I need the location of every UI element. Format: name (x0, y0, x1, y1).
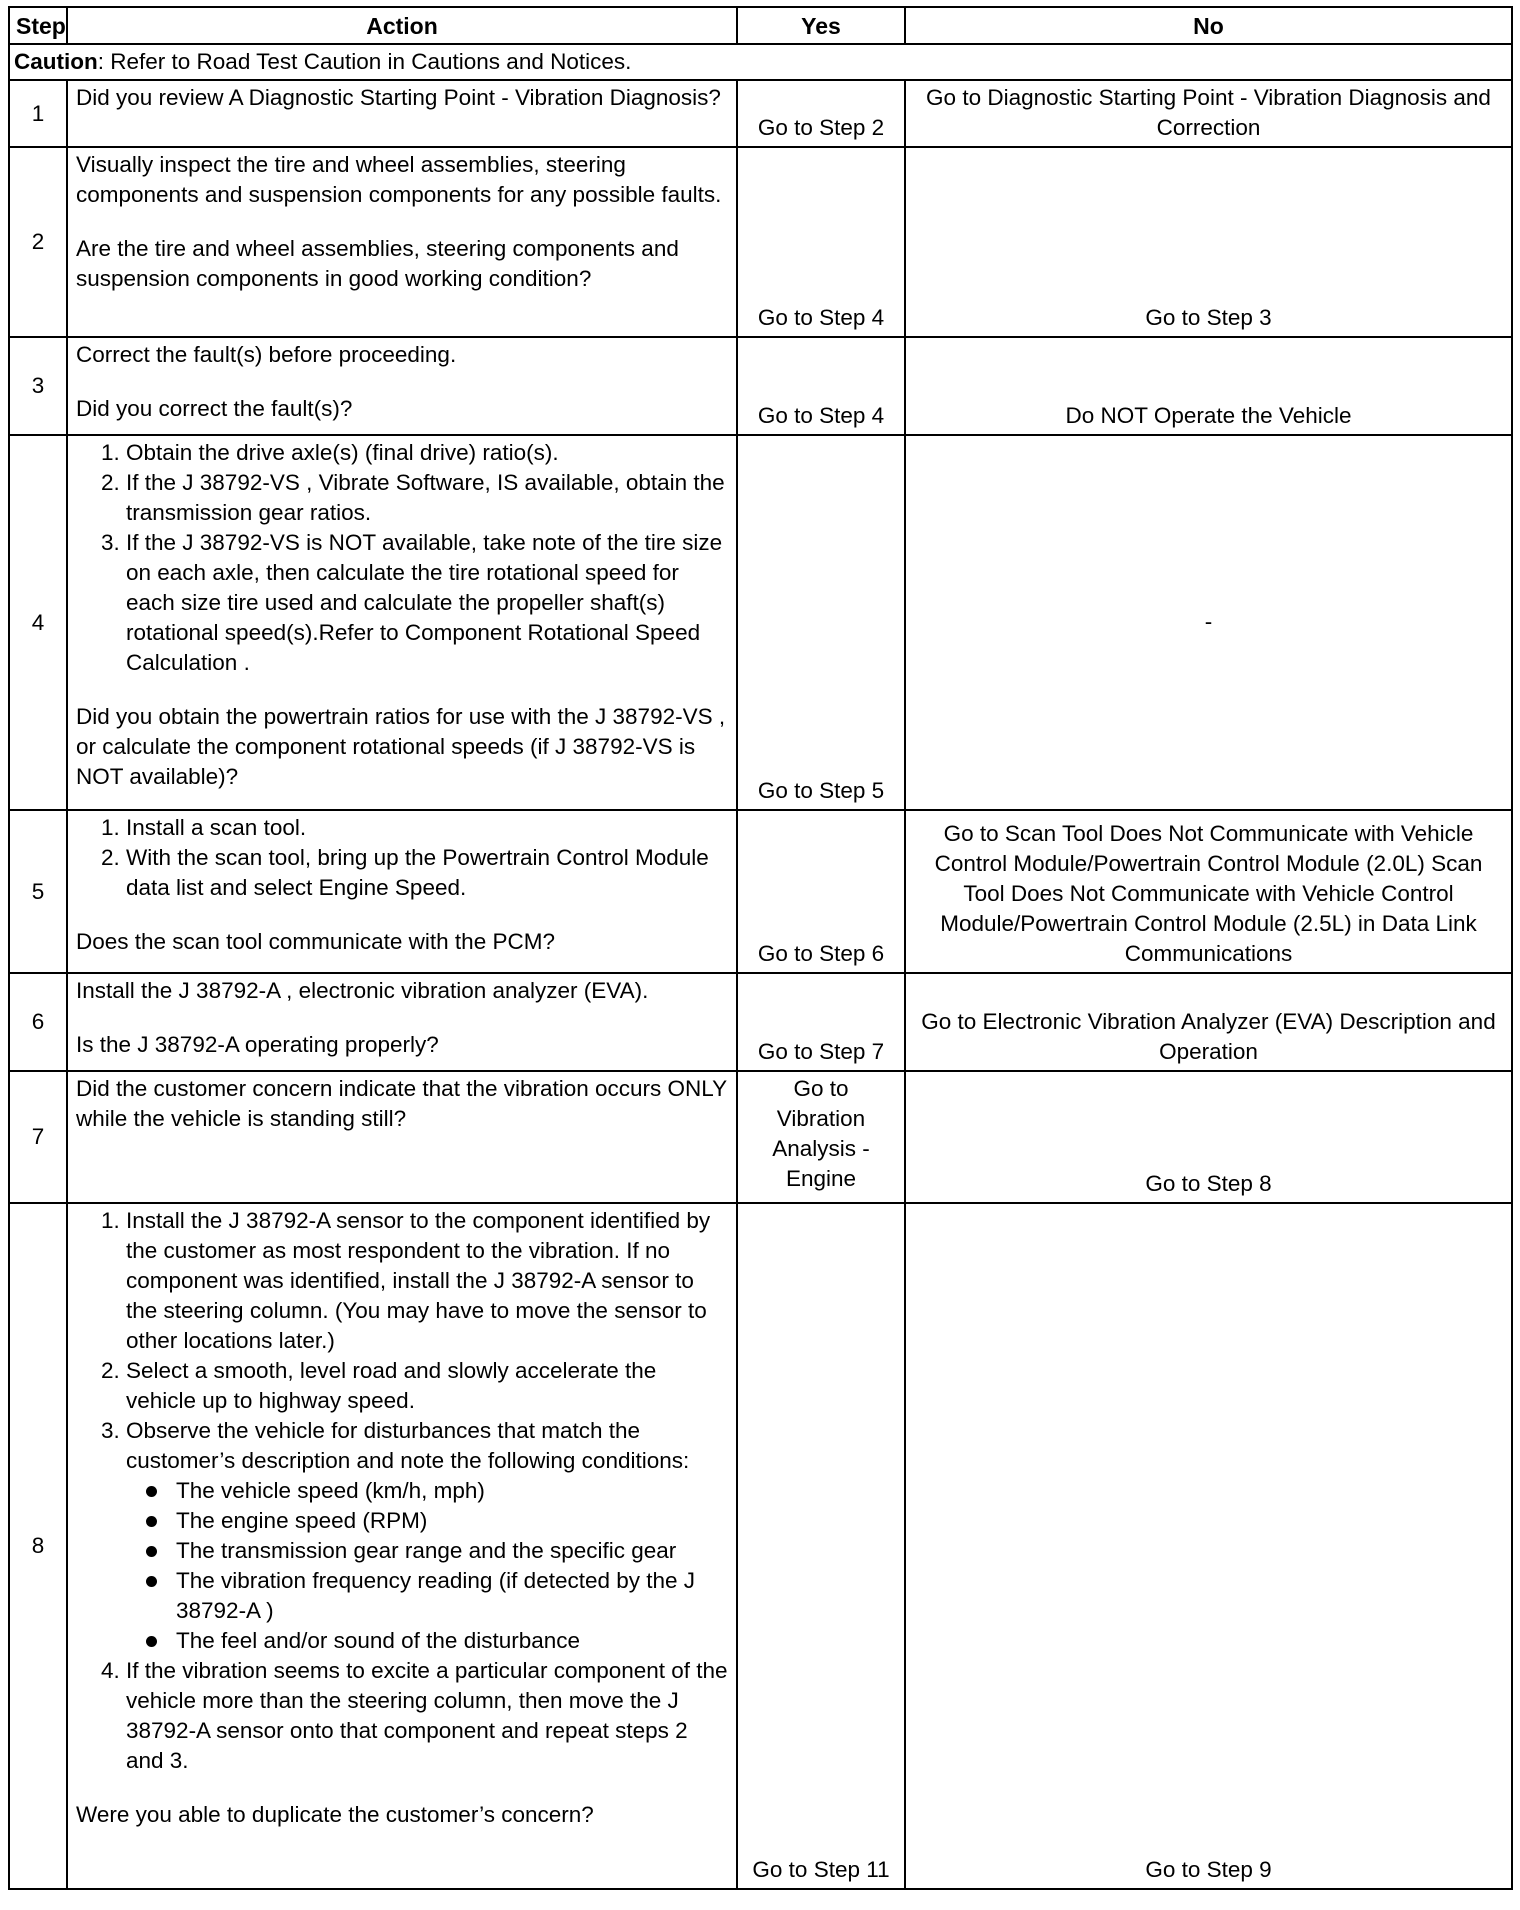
list-item: 2. With the scan tool, bring up the Powertrain Control Module data list and select Engine Speed. (126, 843, 728, 903)
yes-cell: Go to Vibration Analysis - Engine (737, 1071, 905, 1203)
list-item: 1. Install a scan tool. (126, 813, 728, 843)
action-steps-list (76, 1206, 728, 1776)
list-item: 3. If the J 38792-VS is NOT available, take note of the tire size on each axle, then calculate the tire rotational speed for each size tire used and calculate the propeller shaft(s) rotational speed(s).Refer to Component Rotational Speed Calculation . (126, 528, 728, 678)
caution-cell (9, 44, 1512, 80)
action-cell (67, 810, 737, 973)
yes-cell: Go to Step 4 (737, 337, 905, 435)
table-row (9, 80, 1512, 147)
yes-cell: Go to Step 5 (737, 435, 905, 810)
action-question: Were you able to duplicate the customer’s concern? (76, 1802, 594, 1827)
no-cell: Go to Step 8 (905, 1071, 1512, 1203)
header-step: Step (9, 7, 67, 44)
action-cell: Did the customer concern indicate that the vibration occurs ONLY while the vehicle is standing still? (67, 1071, 737, 1203)
bullet-item: The feel and/or sound of the disturbance (176, 1626, 728, 1656)
action-question: Are the tire and wheel assemblies, steering components and suspension components in good working condition? (76, 236, 679, 291)
bullet-item: The vibration frequency reading (if detected by the J 38792-A ) (176, 1566, 728, 1626)
action-cell (67, 973, 737, 1071)
list-item: 2. If the J 38792-VS , Vibrate Software, IS available, obtain the transmission gear ratios. (126, 468, 728, 528)
header-no: No (905, 7, 1512, 44)
step-number: 8 (9, 1203, 67, 1889)
step-number: 4 (9, 435, 67, 810)
caution-text: : Refer to Road Test Caution in Cautions and Notices. (97, 49, 632, 74)
no-cell: Go to Diagnostic Starting Point - Vibration Diagnosis and Correction (905, 80, 1512, 147)
step-number: 3 (9, 337, 67, 435)
action-instruction: Visually inspect the tire and wheel assemblies, steering components and suspension components for any possible faults. (76, 152, 722, 207)
table-row (9, 1071, 1512, 1203)
bullet-item: The transmission gear range and the specific gear (176, 1536, 728, 1566)
step-number: 6 (9, 973, 67, 1071)
yes-cell: Go to Step 4 (737, 147, 905, 337)
no-cell: Go to Step 3 (905, 147, 1512, 337)
table-row (9, 435, 1512, 810)
table-row (9, 337, 1512, 435)
bullet-item: The vehicle speed (km/h, mph) (176, 1476, 728, 1506)
action-steps-list (76, 813, 728, 903)
yes-cell: Go to Step 11 (737, 1203, 905, 1889)
table-row (9, 1203, 1512, 1889)
action-cell (67, 1203, 737, 1889)
diagnostic-table-wrapper (8, 6, 1513, 1890)
action-instruction: Install the J 38792-A , electronic vibration analyzer (EVA). (76, 978, 649, 1003)
step-number: 1 (9, 80, 67, 147)
yes-cell: Go to Step 7 (737, 973, 905, 1071)
list-item: 1. Obtain the drive axle(s) (final drive) ratio(s). (126, 438, 728, 468)
no-cell: Go to Scan Tool Does Not Communicate with Vehicle Control Module/Powertrain Control Module (2.0L) Scan Tool Does Not Communicate with Vehicle Control Module/Powertrain Control Module (2.5L) in Data Link Communications (905, 810, 1512, 973)
action-cell: Did you review A Diagnostic Starting Point - Vibration Diagnosis? (67, 80, 737, 147)
table-row (9, 973, 1512, 1071)
list-item: 2. Select a smooth, level road and slowly accelerate the vehicle up to highway speed. (126, 1356, 728, 1416)
caution-label: Caution (14, 49, 98, 74)
yes-cell: Go to Step 2 (737, 80, 905, 147)
caution-row (9, 44, 1512, 80)
no-cell: - (905, 435, 1512, 810)
conditions-list (126, 1476, 728, 1656)
step-number: 2 (9, 147, 67, 337)
action-steps-list (76, 438, 728, 678)
no-cell: Go to Electronic Vibration Analyzer (EVA) Description and Operation (905, 973, 1512, 1071)
action-question: Is the J 38792-A operating properly? (76, 1032, 439, 1057)
action-cell (67, 337, 737, 435)
list-item (126, 1416, 728, 1656)
header-action: Action (67, 7, 737, 44)
action-question: Did you correct the fault(s)? (76, 396, 353, 421)
step-number: 7 (9, 1071, 67, 1203)
action-question: Did you obtain the powertrain ratios for use with the J 38792-VS , or calculate the component rotational speeds (if J 38792-VS is NOT available)? (76, 704, 726, 789)
header-row (9, 7, 1512, 44)
no-cell: Go to Step 9 (905, 1203, 1512, 1889)
no-cell: Do NOT Operate the Vehicle (905, 337, 1512, 435)
action-question: Does the scan tool communicate with the PCM? (76, 929, 555, 954)
list-item-text: Observe the vehicle for disturbances that match the customer’s description and note the following conditions: (126, 1418, 690, 1473)
yes-cell: Go to Step 6 (737, 810, 905, 973)
header-yes: Yes (737, 7, 905, 44)
table-row (9, 147, 1512, 337)
action-instruction: Correct the fault(s) before proceeding. (76, 342, 457, 367)
table-row (9, 810, 1512, 973)
list-item: 1. Install the J 38792-A sensor to the component identified by the customer as most respondent to the vibration. If no component was identified, install the J 38792-A sensor to the steering column. (You may have to move the sensor to other locations later.) (126, 1206, 728, 1356)
list-item: 4. If the vibration seems to excite a particular component of the vehicle more than the steering column, then move the J 38792-A sensor onto that component and repeat steps 2 and 3. (126, 1656, 728, 1776)
bullet-item: The engine speed (RPM) (176, 1506, 728, 1536)
action-cell (67, 435, 737, 810)
action-cell (67, 147, 737, 337)
diagnostic-table (8, 6, 1513, 1890)
step-number: 5 (9, 810, 67, 973)
